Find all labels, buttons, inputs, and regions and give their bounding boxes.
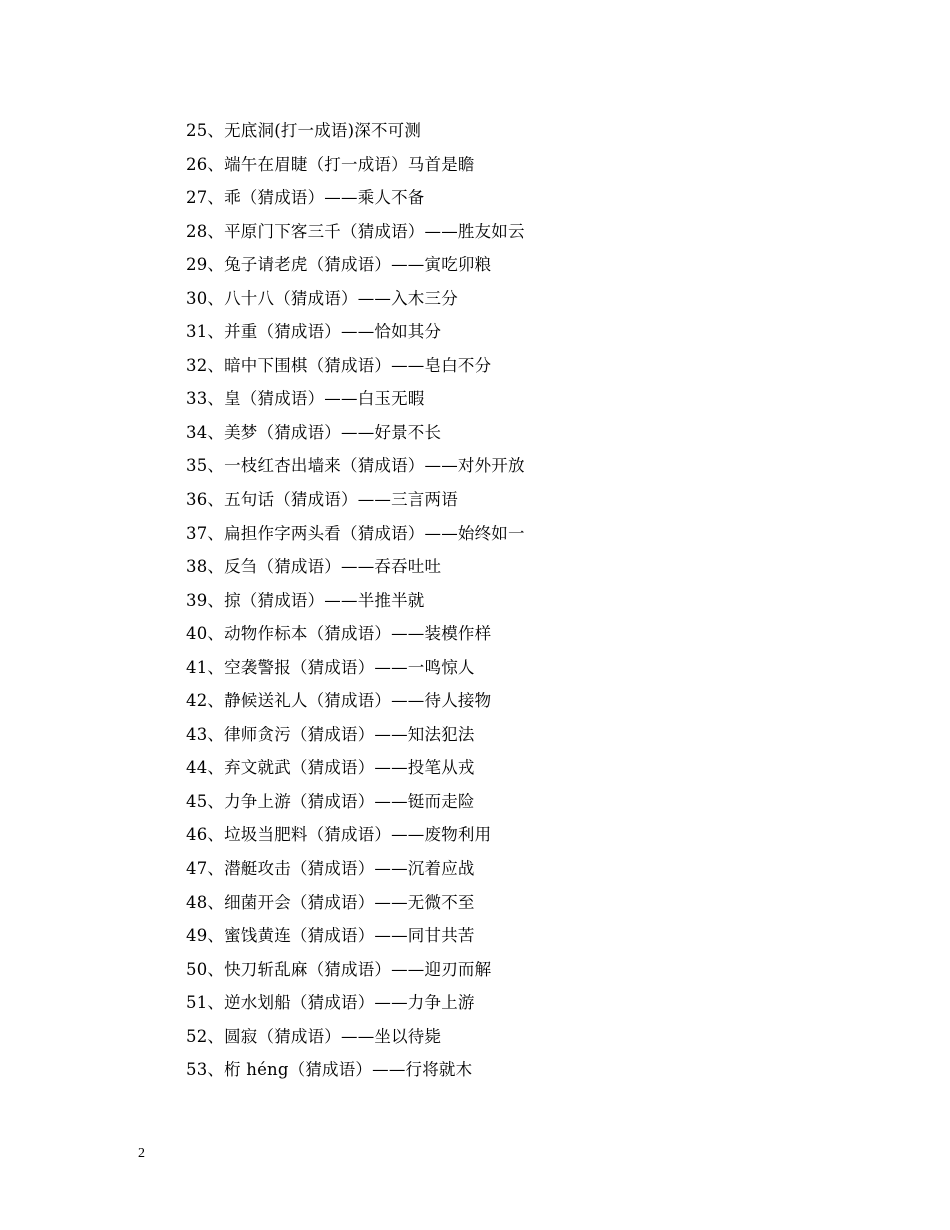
riddle-item: 41、空袭警报（猜成语）——一鸣惊人 (186, 657, 475, 677)
riddle-item: 35、一枝红杏出墙来（猜成语）——对外开放 (186, 456, 525, 476)
page-number: 2 (138, 1146, 145, 1161)
riddle-item: 30、八十八（猜成语）——入木三分 (186, 288, 458, 308)
riddle-item: 47、潜艇攻击（猜成语）——沉着应战 (186, 859, 475, 879)
riddle-item: 32、暗中下围棋（猜成语）——皂白不分 (186, 355, 492, 375)
riddle-item: 28、平原门下客三千（猜成语）——胜友如云 (186, 221, 525, 241)
riddle-item: 50、快刀斩乱麻（猜成语）——迎刃而解 (186, 959, 492, 979)
riddle-item: 52、圆寂（猜成语）——坐以待毙 (186, 1026, 442, 1046)
riddle-list (186, 116, 525, 1089)
riddle-item: 44、弃文就武（猜成语）——投笔从戎 (186, 758, 475, 778)
riddle-item: 49、蜜饯黄连（猜成语）——同甘共苦 (186, 926, 475, 946)
riddle-item: 33、皇（猜成语）——白玉无暇 (186, 389, 425, 409)
riddle-item: 26、端午在眉睫（打一成语）马首是瞻 (186, 154, 475, 174)
riddle-item: 51、逆水划船（猜成语）——力争上游 (186, 993, 475, 1013)
riddle-item: 31、并重（猜成语）——恰如其分 (186, 322, 442, 342)
riddle-item: 36、五句话（猜成语）——三言两语 (186, 490, 458, 510)
riddle-item: 45、力争上游（猜成语）——铤而走险 (186, 791, 475, 811)
riddle-item: 42、静候送礼人（猜成语）——待人接物 (186, 691, 492, 711)
riddle-item: 25、无底洞(打一成语)深不可测 (186, 121, 422, 140)
riddle-item: 53、桁 héng（猜成语）——行将就木 (186, 1060, 473, 1080)
riddle-item: 46、垃圾当肥料（猜成语）——废物利用 (186, 825, 492, 845)
riddle-item: 27、乖（猜成语）——乘人不备 (186, 188, 425, 208)
riddle-item: 34、美梦（猜成语）——好景不长 (186, 422, 442, 442)
riddle-item: 37、扁担作字两头看（猜成语）——始终如一 (186, 523, 525, 543)
riddle-item: 39、掠（猜成语）——半推半就 (186, 590, 425, 610)
riddle-item: 43、律师贪污（猜成语）——知法犯法 (186, 724, 475, 744)
riddle-item: 48、细菌开会（猜成语）——无微不至 (186, 892, 475, 912)
riddle-item: 38、反刍（猜成语）——吞吞吐吐 (186, 557, 442, 577)
riddle-item: 29、兔子请老虎（猜成语）——寅吃卯粮 (186, 255, 492, 275)
riddle-item: 40、动物作标本（猜成语）——装模作样 (186, 624, 492, 644)
